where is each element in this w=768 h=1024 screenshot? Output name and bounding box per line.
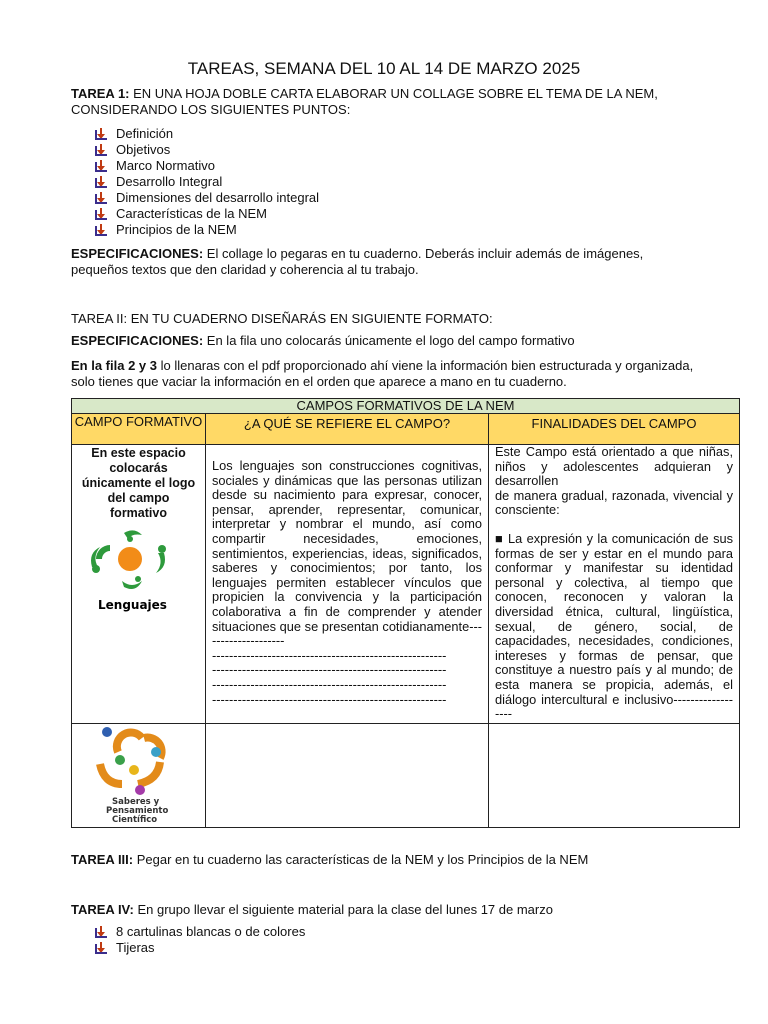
tarea-2-specs: [71, 333, 699, 349]
list-item: Principios de la NEM: [95, 222, 319, 238]
arrow-down-icon: [95, 942, 107, 954]
refiere-dashes: -------------------------------------------------------: [212, 677, 447, 692]
arrow-down-icon: [95, 926, 107, 938]
arrow-down-icon: [95, 208, 107, 220]
refiere-cell-empty: [206, 724, 489, 828]
tarea-4-label: TAREA IV:: [71, 902, 134, 917]
specs-label: ESPECIFICACIONES:: [71, 333, 204, 348]
arrow-down-icon: [95, 160, 107, 172]
campo-cell-lenguajes: [72, 445, 206, 724]
list-item: Dimensiones del desarrollo integral: [95, 190, 319, 206]
saberes-logo-label-3: Científico: [112, 815, 158, 825]
arrow-down-icon: [95, 224, 107, 236]
arrow-down-icon: [95, 192, 107, 204]
fila-label: En la fila 2 y 3: [71, 358, 157, 373]
saberes-logo: [72, 724, 204, 826]
tarea-4-paragraph: [71, 902, 699, 918]
lenguajes-logo: [72, 523, 204, 619]
refiere-dashes: -------------------------------------------------------: [212, 648, 447, 663]
finalidad-bullet: ■ La expresión y la comunicación de sus formas de ser y estar en el mundo para conformar y manifestar su identidad personal y colectiva, al tiempo que conocen, reconocen y valoran la diversidad étnica, cultural, lingüística, sexual, de género, social, de capacidades, necesidades, condiciones, intereses y formas de pensar, que constituye a nuestro país y al mundo; de esta manera se propicia, además, el diálogo intercultural e inclusivo------------------: [495, 530, 733, 722]
tarea-2-heading: [71, 311, 699, 327]
tarea-1-label: TAREA 1:: [71, 86, 130, 101]
arrow-down-icon: [95, 176, 107, 188]
refiere-dashes: -------------------------------------------------------: [212, 663, 447, 678]
campos-formativos-table: [71, 398, 740, 828]
list-item: Marco Normativo: [95, 158, 319, 174]
saberes-logo-label-1: Saberes y: [112, 797, 160, 807]
finalidades-cell-empty: [489, 724, 740, 828]
header-campo: CAMPO FORMATIVO: [72, 414, 206, 445]
finalidades-cell: [489, 445, 740, 724]
table-title: CAMPOS FORMATIVOS DE LA NEM: [72, 399, 740, 414]
list-item: Definición: [95, 126, 319, 142]
refiere-dashes: -------------------------------------------------------: [212, 692, 447, 707]
finalidad-intro: Este Campo está orientado a que niñas, niños y adolescentes adquieran y desarrollen: [495, 444, 733, 489]
tarea-1-text: EN UNA HOJA DOBLE CARTA ELABORAR UN COLLAGE SOBRE EL TEMA DE LA NEM, CONSIDERANDO LOS SIGUIENTES PUNTOS:: [71, 86, 658, 117]
tarea-4-text: En grupo llevar el siguiente material para la clase del lunes 17 de marzo: [133, 902, 553, 917]
list-item: Tijeras: [95, 940, 305, 956]
specs-label: ESPECIFICACIONES:: [71, 246, 204, 261]
header-refiere: ¿A QUÉ SE REFIERE EL CAMPO?: [206, 414, 489, 445]
saberes-logo-label-2: Pensamiento: [106, 806, 169, 816]
page-title: TAREAS, SEMANA DEL 10 AL 14 DE MARZO 2025: [187, 59, 581, 78]
arrow-down-icon: [95, 144, 107, 156]
tarea-4-list: [95, 924, 305, 956]
tarea-3-paragraph: [71, 852, 699, 868]
refiere-cell: [206, 445, 489, 724]
tarea-2-instructions: [71, 358, 699, 390]
lenguajes-logo-label: Lenguajes: [98, 598, 167, 612]
arrow-down-icon: [95, 128, 107, 140]
finalidad-intro-2: de manera gradual, razonada, vivencial y consciente:: [495, 487, 733, 518]
tarea-2-label: TAREA II: EN TU CUADERNO DISEÑARÁS EN SIGUIENTE FORMATO:: [71, 311, 493, 326]
specs-text: En la fila uno colocarás únicamente el logo del campo formativo: [203, 333, 575, 348]
tarea-3-label: TAREA III:: [71, 852, 134, 867]
list-item: 8 cartulinas blancas o de colores: [95, 924, 305, 940]
tarea-3-text: Pegar en tu cuaderno las características de la NEM y los Principios de la NEM: [133, 852, 589, 867]
fila-text: lo llenaras con el pdf proporcionado ahí viene la información bien estructurada y organizada, solo tienes que vaciar la información en el orden que aparece a mano en tu cuaderno.: [71, 358, 694, 389]
header-finalidades: FINALIDADES DEL CAMPO: [489, 414, 740, 445]
tarea-1-paragraph: [71, 86, 699, 118]
tarea-1-list: [95, 126, 319, 238]
campo-note: En este espacio colocarás únicamente el logo del campo formativo: [81, 446, 196, 520]
list-item: Objetivos: [95, 142, 319, 158]
list-item: Desarrollo Integral: [95, 174, 319, 190]
tarea-1-specs: [71, 246, 699, 278]
list-item: Características de la NEM: [95, 206, 319, 222]
specs-text: El collage lo pegaras en tu cuaderno. Deberás incluir además de imágenes, pequeños textos que den claridad y coherencia al tu trabajo.: [71, 246, 644, 277]
campo-cell-saberes: [72, 724, 206, 828]
refiere-text: Los lenguajes son construcciones cognitivas, sociales y dinámicas que las personas utilizan desde su nacimiento para expresar, conocer, pensar, aprender, representar, comunicar, interpretar y nombrar el mundo, así como compartir necesidades, emociones, sentimientos, experiencias, ideas, significados, saberes y conocimientos; por tanto, los lenguajes permiten establecer vínculos que propicien la convivencia y la participación colaborativa a fin de comprender y atender situaciones que se presentan cotidianamente--------------------: [212, 458, 482, 649]
